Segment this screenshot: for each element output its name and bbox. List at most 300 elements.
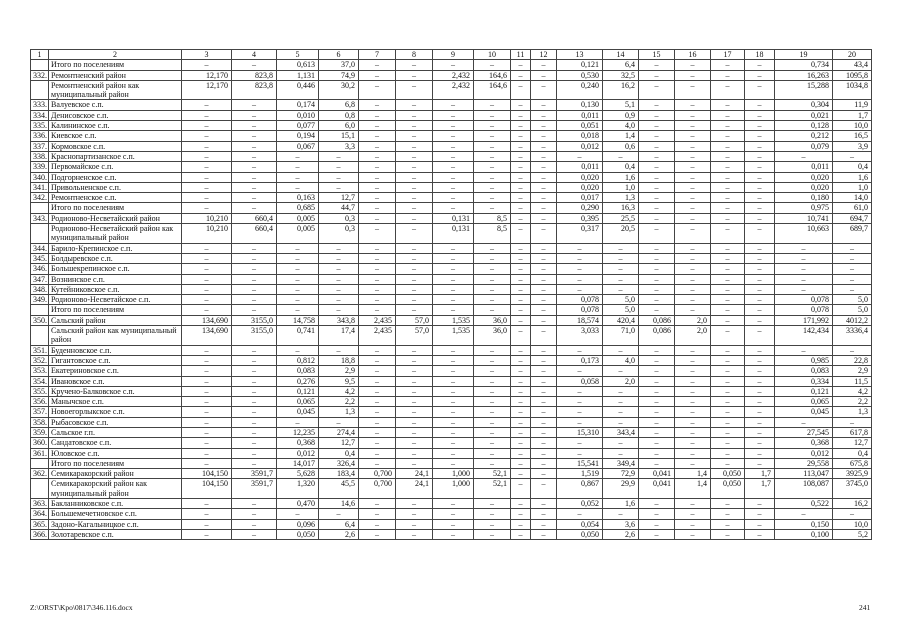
value-cell: – [319,253,359,263]
value-cell: – [474,295,511,305]
value-cell: 0,334 [775,376,833,386]
value-cell: – [639,529,675,539]
value-cell: – [711,264,745,274]
value-cell: 10,210 [182,213,232,223]
value-cell: – [531,264,557,274]
row-number-cell: 366. [31,529,49,539]
value-cell: – [396,397,433,407]
value-cell: – [745,458,775,468]
value-cell: – [639,417,675,427]
value-cell: – [359,284,396,294]
value-cell: – [277,264,319,274]
value-cell: 0,522 [775,499,833,509]
value-cell: – [675,131,711,141]
value-cell: 10,0 [833,519,872,529]
value-cell: 3591,7 [232,469,277,479]
value-cell: – [232,499,277,509]
value-cell: – [319,284,359,294]
value-cell: – [433,509,474,519]
value-cell: – [639,243,675,253]
value-cell: – [182,121,232,131]
value-cell: 104,150 [182,469,232,479]
value-cell: 6,4 [319,519,359,529]
column-number-cell: 4 [232,50,277,60]
value-cell: – [182,100,232,110]
value-cell: – [531,203,557,213]
value-cell: – [396,141,433,151]
value-cell: 2,435 [359,315,396,325]
value-cell: – [396,213,433,223]
value-cell: 675,8 [833,458,872,468]
value-cell: – [396,162,433,172]
value-cell: – [603,366,639,376]
territory-name-cell: Ремонтненский район как муниципальный район [49,80,182,100]
value-cell: – [833,253,872,263]
value-cell: 44,7 [319,203,359,213]
value-cell: – [232,305,277,315]
value-cell: – [675,224,711,244]
value-cell: – [433,100,474,110]
value-cell: – [557,151,603,161]
value-cell: – [232,397,277,407]
value-cell: – [182,295,232,305]
value-cell: – [745,224,775,244]
value-cell: – [511,121,531,131]
value-cell: – [675,458,711,468]
value-cell: – [511,499,531,509]
value-cell: – [474,345,511,355]
value-cell: – [639,499,675,509]
value-cell: – [433,182,474,192]
column-number-cell: 19 [775,50,833,60]
value-cell: 2,2 [833,397,872,407]
value-cell: – [277,172,319,182]
territory-name-cell: Новоегорлыкское с.п. [49,407,182,417]
value-cell: – [675,397,711,407]
value-cell: – [675,345,711,355]
value-cell: 1,7 [745,469,775,479]
value-cell: 0,078 [557,295,603,305]
column-number-cell: 7 [359,50,396,60]
value-cell: – [531,509,557,519]
value-cell: – [396,529,433,539]
table-row [31,224,872,244]
value-cell: 14,6 [319,499,359,509]
territory-name-cell: Родионово-Несветайский район как муниципальный район [49,224,182,244]
value-cell: 326,4 [319,458,359,468]
value-cell: – [511,70,531,80]
value-cell: – [319,151,359,161]
value-cell: – [182,397,232,407]
territory-name-cell: Валуевское с.п. [49,100,182,110]
value-cell: 3155,0 [232,326,277,346]
value-cell: 343,8 [319,315,359,325]
territory-name-cell: Юловское с.п. [49,448,182,458]
value-cell: 0,041 [639,479,675,499]
value-cell: – [531,315,557,325]
value-cell: – [277,151,319,161]
value-cell: – [603,407,639,417]
value-cell: 3,9 [833,141,872,151]
value-cell: – [675,529,711,539]
value-cell: – [603,345,639,355]
value-cell: – [182,264,232,274]
value-cell: – [531,141,557,151]
value-cell: – [639,264,675,274]
value-cell: – [232,243,277,253]
value-cell: – [396,264,433,274]
value-cell: 0,050 [557,529,603,539]
value-cell: – [639,376,675,386]
value-cell: – [359,253,396,263]
value-cell: 4,0 [603,121,639,131]
value-cell: – [511,274,531,284]
value-cell: – [745,519,775,529]
value-cell: – [711,427,745,437]
table-row [31,243,872,253]
value-cell: 1,0 [833,182,872,192]
table-row [31,141,872,151]
value-cell: – [511,182,531,192]
value-cell: – [433,407,474,417]
value-cell: – [232,151,277,161]
value-cell: – [396,60,433,70]
value-cell: 6,8 [319,100,359,110]
value-cell: – [182,162,232,172]
value-cell: – [833,243,872,253]
column-number-cell: 14 [603,50,639,60]
row-number-cell: 358. [31,417,49,427]
value-cell: 104,150 [182,479,232,499]
column-number-cell: 1 [31,50,49,60]
value-cell: – [603,253,639,263]
value-cell: 0,054 [557,519,603,529]
value-cell: – [232,458,277,468]
value-cell: 0,051 [557,121,603,131]
value-cell: – [277,417,319,427]
territory-name-cell: Родионово-Несветайское с.п. [49,295,182,305]
value-cell: – [745,213,775,223]
value-cell: – [511,253,531,263]
value-cell: – [511,438,531,448]
value-cell: – [603,243,639,253]
table-row [31,386,872,396]
value-cell: 2,9 [833,366,872,376]
row-number-cell: 335. [31,121,49,131]
value-cell: – [232,131,277,141]
value-cell: – [531,326,557,346]
value-cell: – [531,253,557,263]
value-cell: – [396,110,433,120]
value-cell: 0,020 [775,182,833,192]
value-cell: 1,6 [603,172,639,182]
value-cell: – [396,438,433,448]
value-cell: 4,2 [833,386,872,396]
value-cell: – [711,121,745,131]
value-cell: – [833,417,872,427]
value-cell: – [396,121,433,131]
value-cell: – [474,438,511,448]
value-cell: – [511,397,531,407]
value-cell: – [675,162,711,172]
value-cell: – [396,70,433,80]
value-cell: – [745,305,775,315]
value-cell: – [511,417,531,427]
value-cell: 0,174 [277,100,319,110]
value-cell: 0,010 [277,110,319,120]
value-cell: 8,5 [474,224,511,244]
territory-name-cell: Барило-Крепинское с.п. [49,243,182,253]
value-cell: – [639,438,675,448]
table-row [31,366,872,376]
value-cell: 0,867 [557,479,603,499]
value-cell: – [511,386,531,396]
territory-name-cell: Первомайское с.п. [49,162,182,172]
value-cell: – [675,70,711,80]
value-cell: – [511,295,531,305]
value-cell: – [557,438,603,448]
value-cell: 16,2 [833,499,872,509]
value-cell: – [433,243,474,253]
value-cell: 0,290 [557,203,603,213]
value-cell: – [232,121,277,131]
table-row [31,458,872,468]
data-table [30,49,872,540]
value-cell: 164,6 [474,80,511,100]
value-cell: – [182,110,232,120]
value-cell: 0,685 [277,203,319,213]
value-cell: 0,700 [359,469,396,479]
value-cell: – [745,284,775,294]
value-cell: – [557,509,603,519]
value-cell: 1,3 [319,407,359,417]
table-row [31,121,872,131]
value-cell: 0,212 [775,131,833,141]
value-cell: – [359,224,396,244]
value-cell: – [232,438,277,448]
value-cell: 1,7 [745,479,775,499]
value-cell: – [319,274,359,284]
value-cell: 660,4 [232,224,277,244]
value-cell: – [359,243,396,253]
row-number-cell: 341. [31,182,49,192]
value-cell: – [232,274,277,284]
table-row [31,345,872,355]
value-cell: – [433,162,474,172]
value-cell: – [675,121,711,131]
value-cell: – [396,519,433,529]
value-cell: – [531,274,557,284]
value-cell: – [511,315,531,325]
row-number-cell [31,458,49,468]
value-cell: – [433,284,474,294]
value-cell: – [745,182,775,192]
value-cell: – [182,509,232,519]
territory-name-cell: Денисовское с.п. [49,110,182,120]
value-cell: – [531,376,557,386]
value-cell: 2,432 [433,80,474,100]
value-cell: – [396,345,433,355]
value-cell: 0,4 [603,162,639,172]
value-cell: – [711,243,745,253]
table-row [31,151,872,161]
value-cell: – [396,224,433,244]
value-cell: 0,985 [775,355,833,365]
value-cell: – [359,151,396,161]
value-cell: – [639,151,675,161]
value-cell: 0,276 [277,376,319,386]
territory-name-cell: Итого по поселениям [49,203,182,213]
table-row [31,499,872,509]
territory-name-cell: Привольненское с.п. [49,182,182,192]
value-cell: – [745,100,775,110]
value-cell: 3155,0 [232,315,277,325]
territory-name-cell: Большемечетновское с.п. [49,509,182,519]
value-cell: – [639,355,675,365]
column-number-cell: 16 [675,50,711,60]
value-cell: – [319,182,359,192]
value-cell: – [557,397,603,407]
value-cell: – [474,458,511,468]
value-cell: – [711,355,745,365]
value-cell: 420,4 [603,315,639,325]
value-cell: – [531,70,557,80]
row-number-cell [31,203,49,213]
value-cell: – [182,203,232,213]
value-cell: – [711,407,745,417]
table-header-row [31,50,872,60]
value-cell: – [396,427,433,437]
value-cell: 57,0 [396,315,433,325]
value-cell: – [557,345,603,355]
value-cell: – [232,427,277,437]
value-cell: – [531,162,557,172]
value-cell: 0,613 [277,60,319,70]
value-cell: – [511,427,531,437]
value-cell: – [511,519,531,529]
value-cell: – [433,264,474,274]
value-cell: – [474,172,511,182]
column-number-cell: 15 [639,50,675,60]
value-cell: – [745,203,775,213]
value-cell: – [511,60,531,70]
value-cell: 0,045 [775,407,833,417]
value-cell: – [531,499,557,509]
value-cell: – [531,366,557,376]
value-cell: – [639,131,675,141]
value-cell: – [531,397,557,407]
value-cell: – [511,141,531,151]
territory-name-cell: Краснопартизанское с.п. [49,151,182,161]
value-cell: – [359,376,396,386]
value-cell: – [745,427,775,437]
row-number-cell: 352. [31,355,49,365]
value-cell: 10,741 [775,213,833,223]
value-cell: – [675,193,711,203]
value-cell: – [359,70,396,80]
territory-name-cell: Рыбасовское с.п. [49,417,182,427]
value-cell: 5,1 [603,100,639,110]
value-cell: – [711,529,745,539]
value-cell: – [531,407,557,417]
table-row [31,295,872,305]
value-cell: – [711,509,745,519]
value-cell: – [359,529,396,539]
value-cell: – [675,100,711,110]
value-cell: 183,4 [319,469,359,479]
value-cell: – [775,151,833,161]
footer-file-path: Z:\ORST\Kpo\0817\346.116.docx [30,603,133,612]
value-cell: 0,163 [277,193,319,203]
territory-name-cell: Калининское с.п. [49,121,182,131]
value-cell: – [359,100,396,110]
value-cell: – [319,305,359,315]
value-cell: – [675,295,711,305]
value-cell: 4,0 [603,355,639,365]
value-cell: – [603,274,639,284]
value-cell: – [531,100,557,110]
value-cell: – [711,213,745,223]
value-cell: 0,121 [277,386,319,396]
value-cell: 0,3 [319,213,359,223]
table-row [31,70,872,80]
value-cell: 0,131 [433,213,474,223]
value-cell: 0,741 [277,326,319,346]
value-cell: – [639,141,675,151]
value-cell: 0,078 [775,305,833,315]
value-cell: – [745,141,775,151]
territory-name-cell: Вознинское с.п. [49,274,182,284]
table-row [31,519,872,529]
value-cell: – [474,274,511,284]
value-cell: 0,020 [557,182,603,192]
value-cell: – [675,80,711,100]
value-cell: – [675,264,711,274]
value-cell: 2,0 [675,326,711,346]
value-cell: – [182,438,232,448]
value-cell: 1,3 [603,193,639,203]
value-cell: – [639,80,675,100]
value-cell: 0,240 [557,80,603,100]
value-cell: – [603,264,639,274]
value-cell: – [182,499,232,509]
value-cell: – [639,274,675,284]
value-cell: – [775,264,833,274]
value-cell: – [557,448,603,458]
value-cell: 24,1 [396,479,433,499]
value-cell: 0,4 [833,162,872,172]
value-cell: – [531,448,557,458]
value-cell: 52,1 [474,469,511,479]
value-cell: – [232,162,277,172]
table-row [31,172,872,182]
value-cell: 0,368 [277,438,319,448]
value-cell: – [675,438,711,448]
value-cell: – [232,448,277,458]
value-cell: 12,7 [319,438,359,448]
value-cell: – [745,397,775,407]
value-cell: – [433,427,474,437]
value-cell: – [474,203,511,213]
value-cell: 3591,7 [232,479,277,499]
value-cell: – [775,253,833,263]
row-number-cell: 353. [31,366,49,376]
value-cell: 1,000 [433,469,474,479]
value-cell: – [182,193,232,203]
value-cell: 1,4 [603,131,639,141]
column-number-cell: 10 [474,50,511,60]
value-cell: 660,4 [232,213,277,223]
